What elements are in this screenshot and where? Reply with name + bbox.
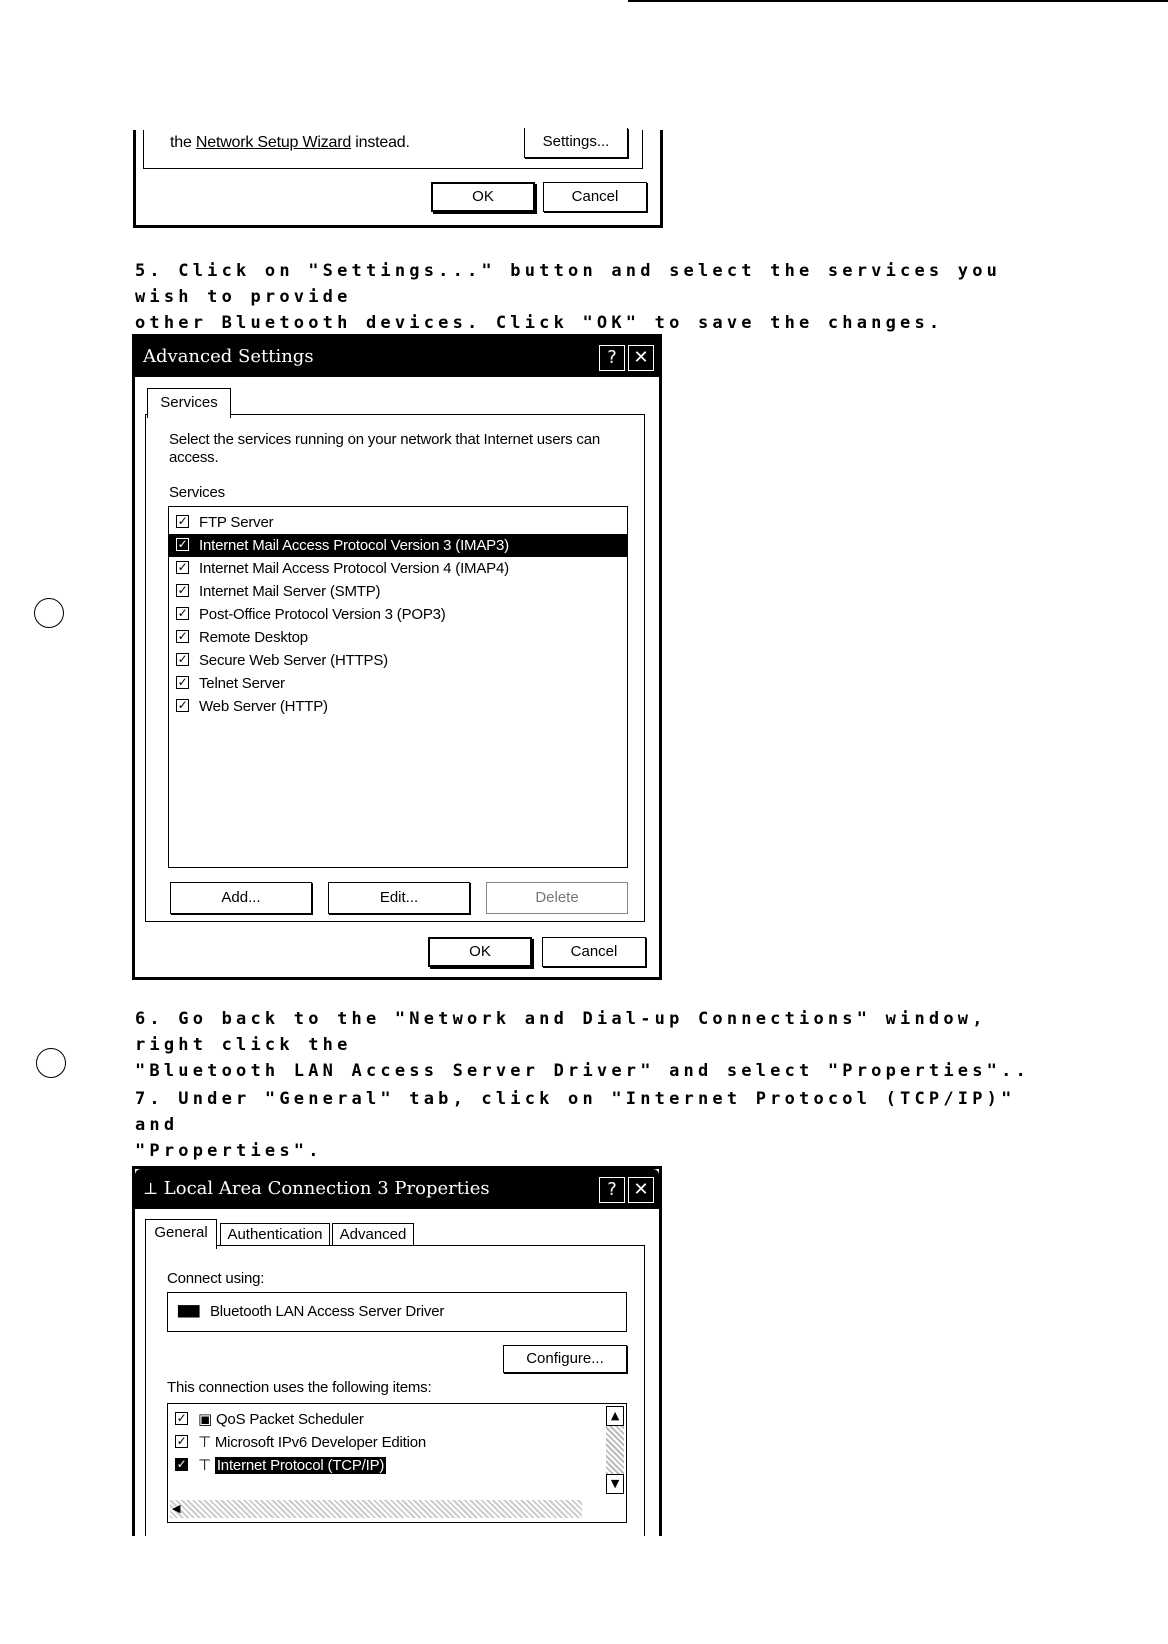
network-connection-icon: ⊥ — [143, 1179, 159, 1198]
service-label: Post-Office Protocol Version 3 (POP3) — [199, 606, 446, 623]
advanced-settings-titlebar — [135, 337, 659, 377]
help-icon[interactable]: ? — [599, 345, 625, 371]
step5-line2: other Bluetooth devices. Click "OK" to save the changes. — [135, 313, 944, 333]
checkbox[interactable]: ✓ — [176, 1457, 187, 1471]
checkbox[interactable]: ✓ — [177, 560, 188, 574]
punch-hole — [34, 598, 64, 628]
checkbox[interactable]: ✓ — [177, 652, 188, 666]
top-ok-button[interactable]: OK — [431, 182, 535, 212]
service-label: FTP Server — [199, 514, 274, 531]
cancel-button[interactable]: Cancel — [542, 937, 646, 967]
page-top-rule — [628, 0, 1168, 2]
qos-scheduler-icon: ▣ — [198, 1410, 212, 1428]
list-item[interactable] — [169, 695, 627, 718]
top-dialog-fragment — [133, 130, 663, 228]
list-item[interactable] — [169, 557, 627, 580]
vertical-scrollbar[interactable] — [606, 1406, 624, 1494]
ok-button[interactable]: OK — [428, 937, 532, 967]
lan-properties-dialog — [132, 1166, 662, 1536]
step7-text — [135, 1086, 1035, 1164]
network-setup-wizard-link[interactable]: Network Setup Wizard — [195, 134, 352, 151]
checkbox[interactable]: ✓ — [177, 583, 188, 597]
list-item[interactable] — [168, 1454, 626, 1477]
list-item[interactable] — [169, 603, 627, 626]
connect-using-label: Connect using: — [167, 1270, 265, 1287]
services-list-label: Services — [169, 484, 225, 501]
advanced-settings-title: Advanced Settings — [143, 346, 314, 367]
list-item[interactable] — [168, 1408, 626, 1431]
tab-authentication[interactable]: Authentication — [220, 1223, 330, 1246]
step5-text — [135, 258, 1035, 336]
step6-line1: 6. Go back to the "Network and Dial-up Connections" window, right click the — [135, 1009, 987, 1055]
step6-text — [135, 1006, 1035, 1084]
item-label: QoS Packet Scheduler — [215, 1411, 364, 1428]
step7-line1: 7. Under "General" tab, click on "Internet Protocol (TCP/IP)" and — [135, 1089, 1016, 1135]
adapter-box — [167, 1292, 627, 1332]
item-label: Internet Protocol (TCP/IP) — [216, 1457, 385, 1474]
lan-properties-titlebar — [135, 1169, 659, 1209]
close-icon[interactable]: ✕ — [628, 345, 654, 371]
tab-advanced[interactable]: Advanced — [332, 1223, 414, 1246]
top-cancel-button[interactable]: Cancel — [543, 182, 647, 212]
list-item[interactable] — [168, 1431, 626, 1454]
service-label: Internet Mail Access Protocol Version 4 (IMAP4) — [199, 560, 509, 577]
checkbox[interactable]: ✓ — [176, 1434, 187, 1448]
scrollbar-track[interactable] — [606, 1426, 624, 1474]
service-label: Secure Web Server (HTTPS) — [199, 652, 388, 669]
checkbox[interactable]: ✓ — [177, 698, 188, 712]
close-icon[interactable]: ✕ — [628, 1177, 654, 1203]
service-label: Internet Mail Access Protocol Version 3 (IMAP3) — [199, 537, 509, 554]
checkbox[interactable]: ✓ — [177, 629, 188, 643]
step6-line2: "Bluetooth LAN Access Server Driver" and select "Properties".. — [135, 1061, 1030, 1081]
protocol-icon: ⊤ — [198, 1456, 211, 1474]
service-label: Remote Desktop — [199, 629, 308, 646]
network-adapter-icon: ▆▆ — [178, 1302, 200, 1318]
tab-services[interactable]: Services — [147, 388, 231, 418]
components-listbox[interactable] — [167, 1403, 627, 1523]
services-listbox[interactable] — [168, 506, 628, 868]
scroll-up-icon[interactable]: ▲ — [606, 1406, 624, 1426]
list-item[interactable] — [169, 534, 627, 557]
lan-properties-title: Local Area Connection 3 Properties — [163, 1178, 490, 1199]
checkbox[interactable]: ✓ — [177, 675, 188, 689]
add-button[interactable]: Add... — [170, 882, 312, 914]
list-item[interactable] — [169, 649, 627, 672]
wizard-suffix: instead. — [351, 134, 410, 151]
list-item[interactable] — [169, 672, 627, 695]
list-item[interactable] — [169, 626, 627, 649]
wizard-text — [170, 134, 410, 152]
step7-line2: "Properties". — [135, 1141, 323, 1161]
wizard-prefix: the — [170, 134, 196, 151]
list-item[interactable] — [169, 580, 627, 603]
services-description: Select the services running on your network that Internet users can access. — [169, 431, 601, 466]
items-label: This connection uses the following items: — [167, 1379, 432, 1396]
delete-button[interactable]: Delete — [486, 882, 628, 914]
checkbox[interactable]: ✓ — [177, 537, 188, 551]
advanced-settings-dialog — [132, 334, 662, 980]
service-label: Internet Mail Server (SMTP) — [199, 583, 381, 600]
edit-button[interactable]: Edit... — [328, 882, 470, 914]
configure-button[interactable]: Configure... — [503, 1345, 627, 1373]
help-icon[interactable]: ? — [599, 1177, 625, 1203]
list-item[interactable] — [169, 511, 627, 534]
protocol-icon: ⊤ — [198, 1433, 211, 1451]
checkbox[interactable]: ✓ — [176, 1411, 187, 1425]
item-label: Microsoft IPv6 Developer Edition — [214, 1434, 427, 1451]
settings-button[interactable]: Settings... — [524, 128, 628, 158]
adapter-name: Bluetooth LAN Access Server Driver — [210, 1303, 445, 1320]
tab-general[interactable]: General — [145, 1219, 217, 1249]
punch-hole — [36, 1048, 66, 1078]
scroll-down-icon[interactable]: ▼ — [606, 1474, 624, 1494]
horizontal-scrollbar[interactable] — [170, 1500, 582, 1518]
step5-line1: 5. Click on "Settings..." button and select the services you wish to provide — [135, 261, 1002, 307]
service-label: Telnet Server — [199, 675, 285, 692]
checkbox[interactable]: ✓ — [177, 514, 188, 528]
scroll-left-icon[interactable]: ◀ — [172, 1502, 181, 1515]
service-label: Web Server (HTTP) — [199, 698, 328, 715]
checkbox[interactable]: ✓ — [177, 606, 188, 620]
